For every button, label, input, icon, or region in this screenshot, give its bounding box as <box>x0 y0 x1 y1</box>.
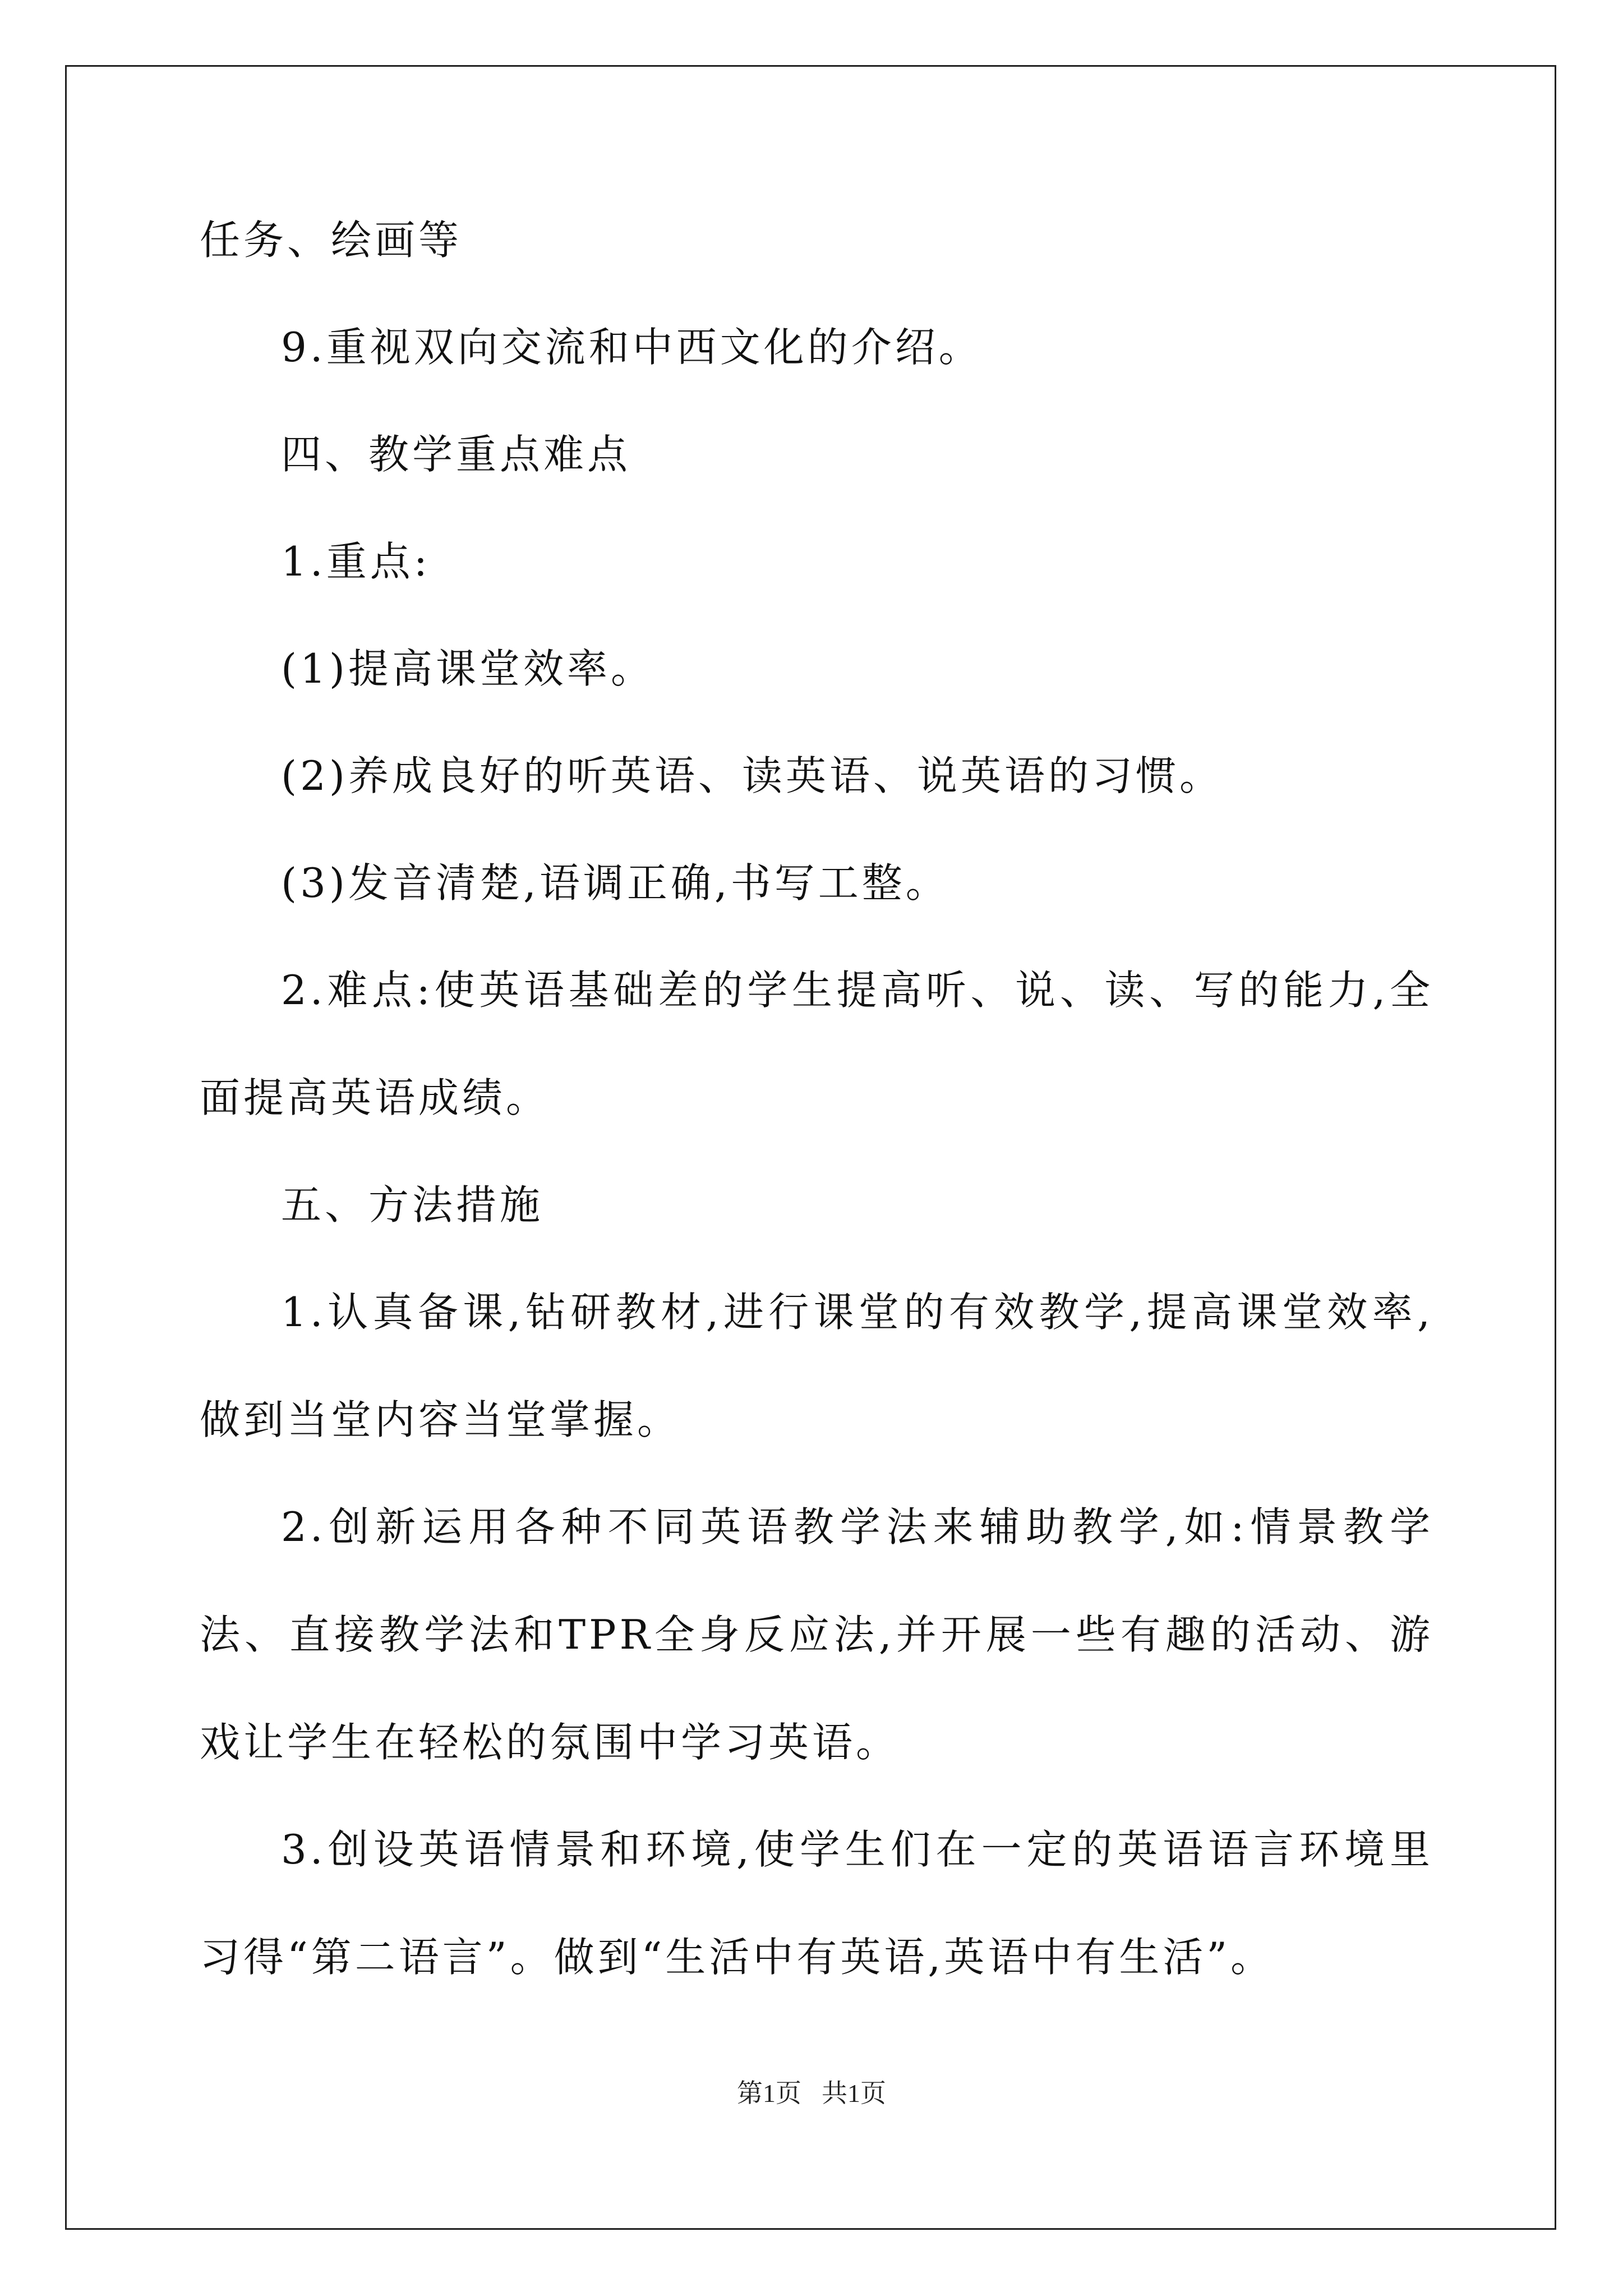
paragraph: 3.创设英语情景和环境,使学生们在一定的英语语言环境里习得“第二语言”。做到“生活中有英语,英语中有生活”。 <box>200 1826 1433 1981</box>
paragraph: 9.重视双向交流和中西文化的介绍。 <box>281 324 983 371</box>
paragraph: 2.创新运用各种不同英语教学法来辅助教学,如:情景教学法、直接教学法和TPR全身反应法,并开展一些有趣的活动、游戏让学生在轻松的氛围中学习英语。 <box>200 1503 1433 1766</box>
list-item: (2)养成良好的听英语、读英语、说英语的习惯。 <box>281 752 1223 799</box>
page-total: 共1页 <box>822 2079 886 2108</box>
subheading: 1.重点: <box>281 538 431 585</box>
list-item: (1)提高课堂效率。 <box>281 645 654 692</box>
paragraph: 任务、绘画等 <box>200 217 463 264</box>
list-item: (3)发音清楚,语调正确,书写工整。 <box>281 859 949 907</box>
page-footer <box>0 2073 1623 2110</box>
document-body <box>200 213 1433 2037</box>
paragraph: 2.难点:使英语基础差的学生提高听、说、读、写的能力,全面提高英语成绩。 <box>200 967 1433 1121</box>
section-heading: 五、方法措施 <box>281 1181 544 1228</box>
paragraph: 1.认真备课,钻研教材,进行课堂的有效教学,提高课堂效率,做到当堂内容当堂掌握。 <box>200 1289 1433 1443</box>
section-heading: 四、教学重点难点 <box>281 431 631 478</box>
page-number: 第1页 <box>737 2079 801 2108</box>
